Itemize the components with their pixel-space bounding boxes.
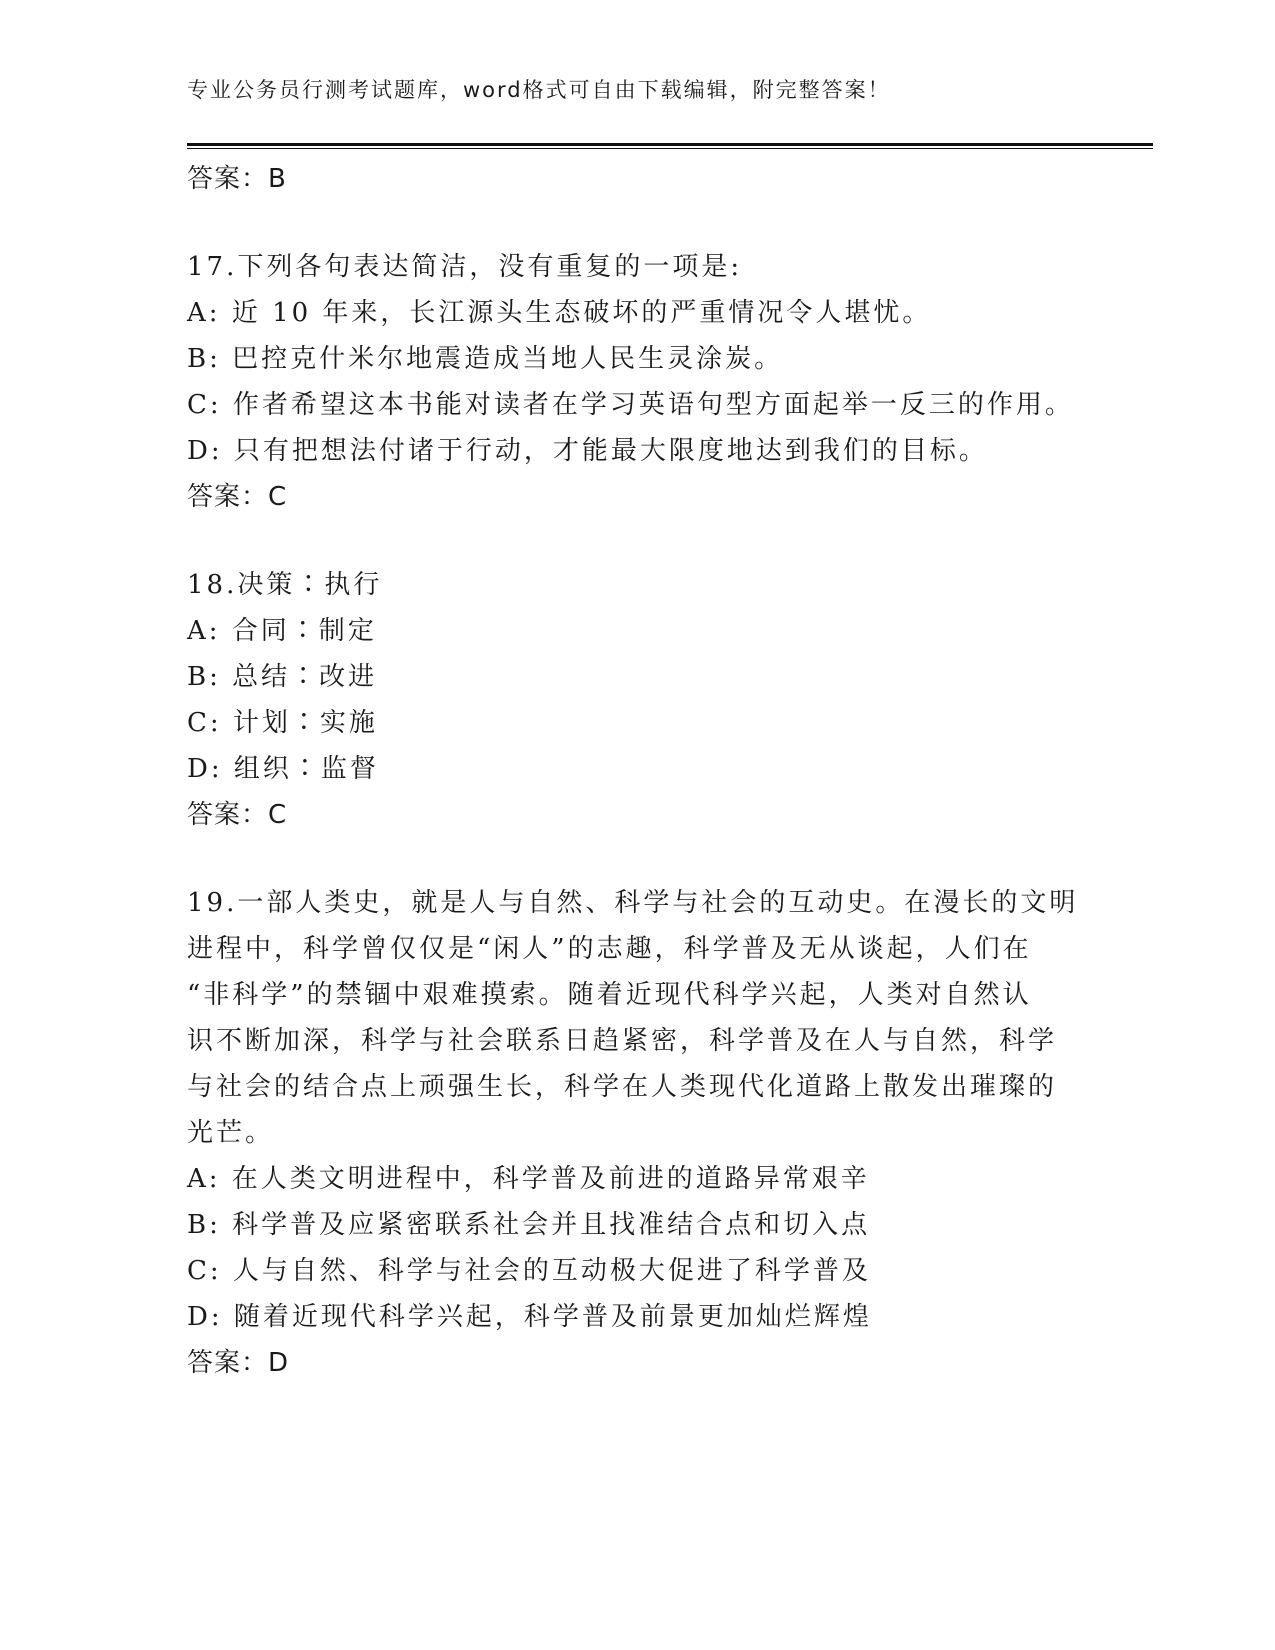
option-a: A: 合同∶制定 [187, 616, 377, 646]
option-d: D: 随着近现代科学兴起，科学普及前景更加灿烂辉煌 [187, 1302, 872, 1332]
option-c: C: 人与自然、科学与社会的互动极大促进了科学普及 [187, 1256, 871, 1286]
question-stem: 17.下列各句表达简洁，没有重复的一项是: [187, 252, 743, 282]
spacer [187, 520, 1087, 562]
header-rule-thin [187, 148, 1153, 149]
option-b: B: 科学普及应紧密联系社会并且找准结合点和切入点 [187, 1210, 871, 1240]
spacer [187, 202, 1087, 244]
question-stem-line: 19.一部人类史，就是人与自然、科学与社会的互动史。在漫长的文明 [187, 888, 1079, 918]
page-header: 专业公务员行测考试题库，word格式可自由下载编辑，附完整答案！ [187, 78, 891, 102]
option-d: D: 组织∶监督 [187, 754, 379, 784]
answer-line: 答案：C [187, 482, 288, 512]
header-rule-thick [187, 143, 1153, 146]
question-19 [187, 880, 1087, 1386]
question-stem-line: 光芒。 [187, 1118, 275, 1148]
question-stem-line: 与社会的结合点上顽强生长，科学在人类现代化道路上散发出璀璨的 [187, 1072, 1058, 1102]
answer-line: 答案：D [187, 1348, 290, 1378]
spacer [187, 838, 1087, 880]
option-b: B: 巴控克什米尔地震造成当地人民生灵涂炭。 [187, 344, 784, 374]
option-b: B: 总结∶改进 [187, 662, 378, 692]
option-c: C: 计划∶实施 [187, 708, 378, 738]
question-stem-line: 识不断加深，科学与社会联系日趋紧密，科学普及在人与自然，科学 [187, 1026, 1058, 1056]
question-stem-line: 进程中，科学曾仅仅是“闲人”的志趣，科学普及无从谈起，人们在 [187, 934, 1032, 964]
option-a: A: 在人类文明进程中，科学普及前进的道路异常艰辛 [187, 1164, 870, 1194]
option-c: C: 作者希望这本书能对读者在学习英语句型方面起举一反三的作用。 [187, 390, 1074, 420]
answer-line: 答案：C [187, 800, 288, 830]
question-list [187, 156, 1087, 1386]
question-17 [187, 244, 1087, 520]
question-stem-line: “非科学”的禁锢中艰难摸索。随着近现代科学兴起，人类对自然认 [187, 980, 1032, 1010]
option-d: D: 只有把想法付诸于行动，才能最大限度地达到我们的目标。 [187, 436, 988, 466]
question-stem: 18.决策∶执行 [187, 570, 383, 600]
answer-line: 答案：B [187, 164, 287, 194]
option-a: A: 近 10 年来，长江源头生态破坏的严重情况令人堪忧。 [187, 298, 932, 328]
question-18 [187, 562, 1087, 838]
